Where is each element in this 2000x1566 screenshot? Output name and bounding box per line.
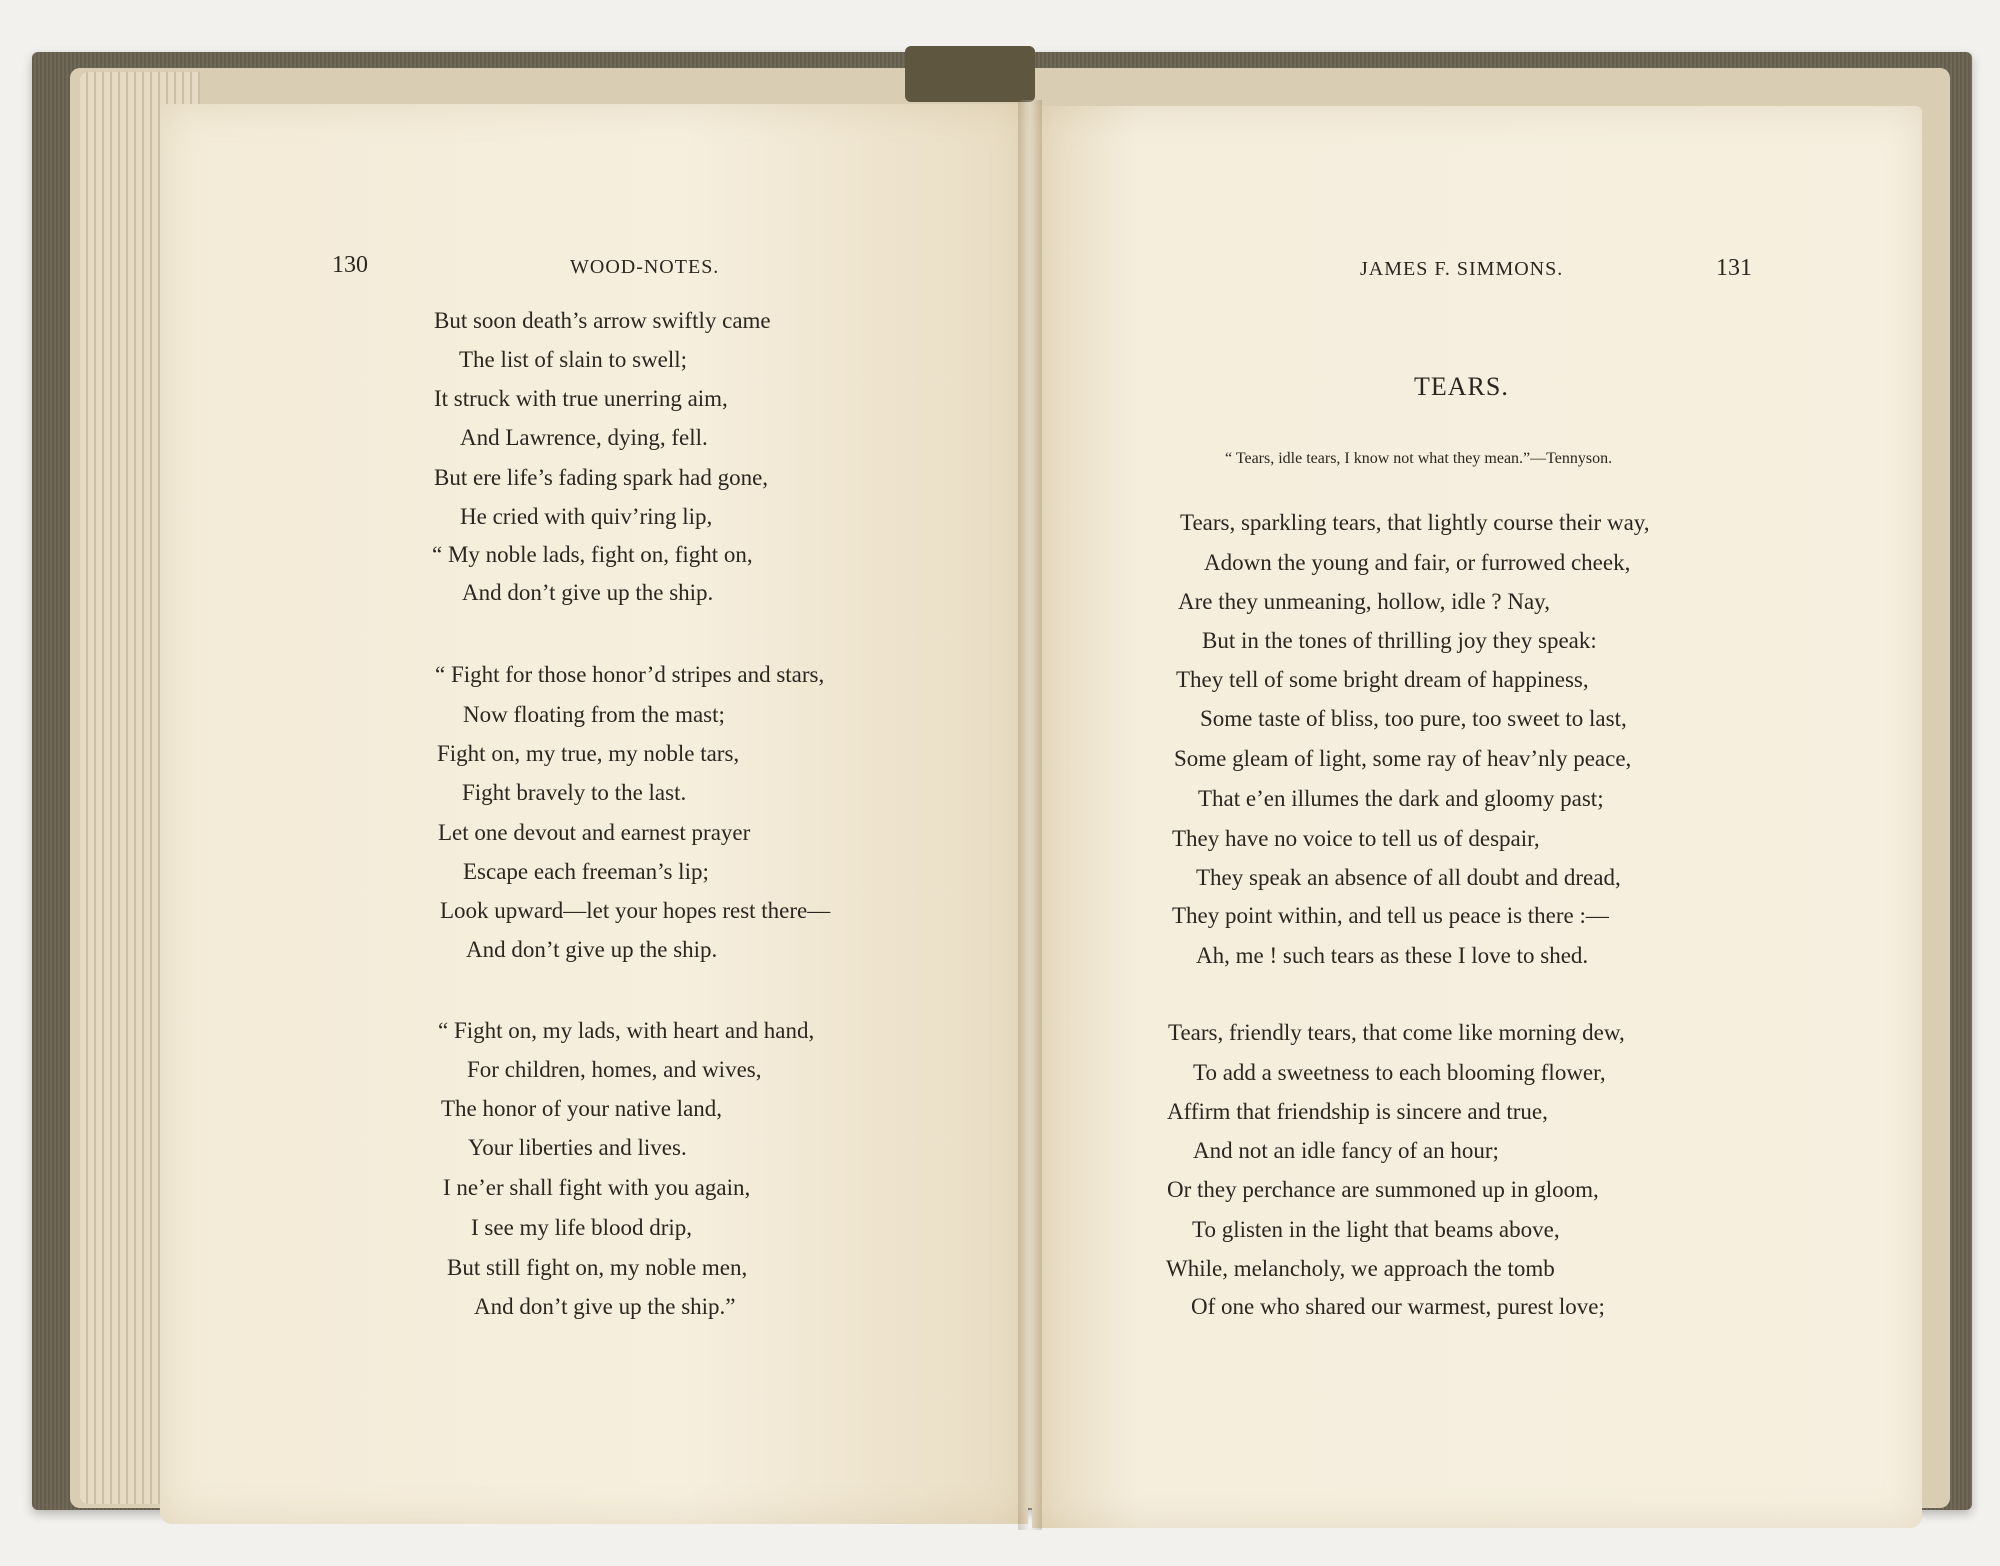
poem-line: And don’t give up the ship. bbox=[462, 580, 714, 605]
poem-line: Ah, me ! such tears as these I love to shed. bbox=[1196, 943, 1589, 968]
poem-title: TEARS. bbox=[1414, 372, 1509, 401]
right-running-head: JAMES F. SIMMONS. bbox=[1360, 258, 1564, 280]
poem-line: “ My noble lads, fight on, fight on, bbox=[432, 542, 753, 567]
book-gutter bbox=[1018, 100, 1042, 1530]
spine-top bbox=[905, 46, 1035, 102]
poem-line: Adown the young and fair, or furrowed cheek, bbox=[1204, 550, 1631, 575]
poem-line: And don’t give up the ship.” bbox=[474, 1294, 736, 1319]
poem-line: That e’en illumes the dark and gloomy past; bbox=[1198, 786, 1604, 811]
poem-line: And Lawrence, dying, fell. bbox=[460, 425, 708, 450]
poem-line: The honor of your native land, bbox=[441, 1096, 723, 1121]
poem-line: While, melancholy, we approach the tomb bbox=[1166, 1256, 1555, 1281]
poem-line: Now floating from the mast; bbox=[463, 702, 725, 727]
right-page-number: 131 bbox=[1716, 255, 1752, 281]
poem-line: They tell of some bright dream of happiness, bbox=[1176, 667, 1589, 692]
poem-line: They speak an absence of all doubt and dread, bbox=[1196, 865, 1621, 890]
poem-line: For children, homes, and wives, bbox=[467, 1057, 762, 1082]
poem-line: Tears, sparkling tears, that lightly course their way, bbox=[1180, 510, 1650, 535]
poem-line: Fight on, my true, my noble tars, bbox=[437, 741, 740, 766]
poem-line: Affirm that friendship is sincere and true, bbox=[1167, 1099, 1548, 1124]
poem-line: Some gleam of light, some ray of heav’nly peace, bbox=[1174, 746, 1632, 771]
poem-line: Are they unmeaning, hollow, idle ? Nay, bbox=[1178, 589, 1550, 614]
poem-line: Look upward—let your hopes rest there— bbox=[440, 898, 831, 923]
poem-line: But still fight on, my noble men, bbox=[447, 1255, 748, 1280]
poem-line: “ Fight for those honor’d stripes and stars, bbox=[435, 662, 825, 687]
poem-line: Let one devout and earnest prayer bbox=[438, 820, 751, 845]
left-page-number: 130 bbox=[332, 252, 368, 278]
poem-line: Some taste of bliss, too pure, too sweet to last, bbox=[1200, 706, 1627, 731]
poem-line: Of one who shared our warmest, purest love; bbox=[1191, 1294, 1605, 1319]
poem-line: I see my life blood drip, bbox=[471, 1215, 693, 1240]
poem-line: “ Fight on, my lads, with heart and hand, bbox=[438, 1018, 815, 1043]
poem-line: Your liberties and lives. bbox=[468, 1135, 687, 1160]
poem-line: And not an idle fancy of an hour; bbox=[1193, 1138, 1499, 1163]
poem-line: But in the tones of thrilling joy they speak: bbox=[1202, 628, 1597, 653]
poem-line: But ere life’s fading spark had gone, bbox=[434, 465, 769, 490]
poem-line: To glisten in the light that beams above, bbox=[1192, 1217, 1560, 1242]
poem-line: Tears, friendly tears, that come like morning dew, bbox=[1168, 1020, 1625, 1045]
poem-line: They have no voice to tell us of despair, bbox=[1172, 826, 1540, 851]
poem-line: Or they perchance are summoned up in gloom, bbox=[1167, 1177, 1599, 1202]
poem-line: And don’t give up the ship. bbox=[466, 937, 718, 962]
poem-line: But soon death’s arrow swiftly came bbox=[434, 308, 771, 333]
poem-line: They point within, and tell us peace is there :— bbox=[1172, 903, 1609, 928]
poem-line: To add a sweetness to each blooming flower, bbox=[1193, 1060, 1606, 1085]
poem-line: Fight bravely to the last. bbox=[462, 780, 687, 805]
poem-line: The list of slain to swell; bbox=[459, 347, 688, 372]
poem-line: I ne’er shall fight with you again, bbox=[443, 1175, 751, 1200]
poem-line: He cried with quiv’ring lip, bbox=[460, 504, 713, 529]
left-running-head: WOOD-NOTES. bbox=[570, 256, 720, 278]
poem-line: Escape each freeman’s lip; bbox=[463, 859, 709, 884]
poem-line: It struck with true unerring aim, bbox=[434, 386, 728, 411]
epigraph: “ Tears, idle tears, I know not what they mean.”—Tennyson. bbox=[1225, 450, 1613, 467]
